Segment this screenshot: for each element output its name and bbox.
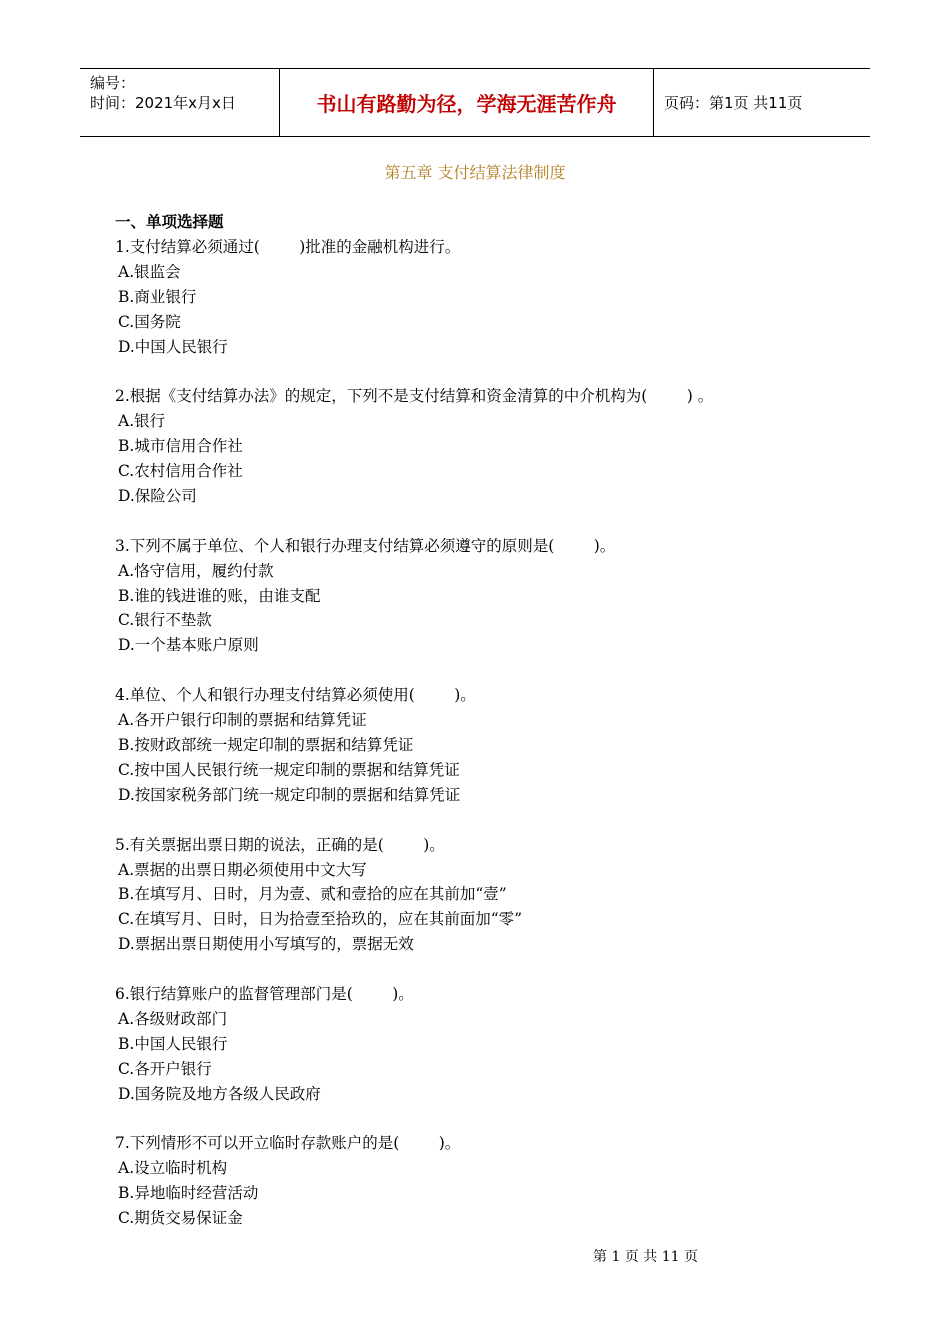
question-option: B.城市信用合作社 xyxy=(118,437,243,456)
question-stem: 4.单位、个人和银行办理支付结算必须使用( )。 xyxy=(115,686,476,705)
question-option: D.票据出票日期使用小写填写的，票据无效 xyxy=(118,935,414,954)
page-footer: 第 1 页 共 11 页 xyxy=(593,1249,698,1265)
header-motto: 书山有路勤为径，学海无涯苦作舟 xyxy=(280,69,654,136)
question-option: B.中国人民银行 xyxy=(118,1034,228,1053)
question-option: A.各级财政部门 xyxy=(118,1009,228,1028)
question-option: B.异地临时经营活动 xyxy=(118,1184,259,1203)
question-option: C.国务院 xyxy=(118,312,181,331)
question-option: A.银行 xyxy=(118,412,166,431)
question-stem: 2.根据《支付结算办法》的规定，下列不是支付结算和资金清算的中介机构为( ) 。 xyxy=(115,387,714,406)
question-option: B.在填写月、日时，月为壹、贰和壹拾的应在其前加“壹” xyxy=(118,885,507,904)
question-option: B.按财政部统一规定印制的票据和结算凭证 xyxy=(118,735,414,754)
header-page-info: 页码：第1页 共11页 xyxy=(664,94,803,112)
question-option: D.保险公司 xyxy=(118,486,197,505)
question-option: A.各开户银行印制的票据和结算凭证 xyxy=(118,711,367,730)
question-option: C.农村信用合作社 xyxy=(118,462,243,481)
question-option: D.按国家税务部门统一规定印制的票据和结算凭证 xyxy=(118,785,461,804)
question-option: C.按中国人民银行统一规定印制的票据和结算凭证 xyxy=(118,760,460,779)
question-7 xyxy=(115,1131,855,1231)
question-option: C.在填写月、日时，日为拾壹至拾玖的，应在其前面加“零” xyxy=(118,910,523,929)
question-option: D.国务院及地方各级人民政府 xyxy=(118,1084,321,1103)
question-option: D.一个基本账户原则 xyxy=(118,636,259,655)
question-option: B.商业银行 xyxy=(118,287,197,306)
question-2 xyxy=(115,384,855,509)
question-option: B.谁的钱进谁的账，由谁支配 xyxy=(118,586,321,605)
question-option: C.银行不垫款 xyxy=(118,611,212,630)
question-stem: 7.下列情形不可以开立临时存款账户的是( )。 xyxy=(115,1134,461,1153)
question-stem: 6.银行结算账户的监督管理部门是( )。 xyxy=(115,985,414,1004)
time-label: 时间：2021年x月x日 xyxy=(90,94,236,112)
question-3 xyxy=(115,534,855,659)
question-list xyxy=(115,235,855,1231)
question-stem: 5.有关票据出票日期的说法，正确的是( )。 xyxy=(115,835,445,854)
question-option: A.票据的出票日期必须使用中文大写 xyxy=(118,860,367,879)
question-stem: 1.支付结算必须通过( )批准的金融机构进行。 xyxy=(115,237,461,256)
document-body xyxy=(115,210,855,1256)
question-6 xyxy=(115,982,855,1107)
chapter-title: 第五章 支付结算法律制度 xyxy=(384,163,566,182)
header-meta xyxy=(80,69,280,136)
question-1 xyxy=(115,235,855,360)
page-header xyxy=(80,68,870,137)
question-option: C.各开户银行 xyxy=(118,1059,212,1078)
question-5 xyxy=(115,833,855,958)
question-4 xyxy=(115,683,855,808)
question-option: A.恪守信用，履约付款 xyxy=(118,561,274,580)
question-option: A.设立临时机构 xyxy=(118,1159,228,1178)
question-option: D.中国人民银行 xyxy=(118,337,228,356)
question-option: A.银监会 xyxy=(118,262,181,281)
section-title: 一、单项选择题 xyxy=(115,212,224,231)
question-stem: 3.下列不属于单位、个人和银行办理支付结算必须遵守的原则是( )。 xyxy=(115,536,616,555)
question-option: C.期货交易保证金 xyxy=(118,1209,243,1228)
number-label: 编号： xyxy=(90,74,136,92)
